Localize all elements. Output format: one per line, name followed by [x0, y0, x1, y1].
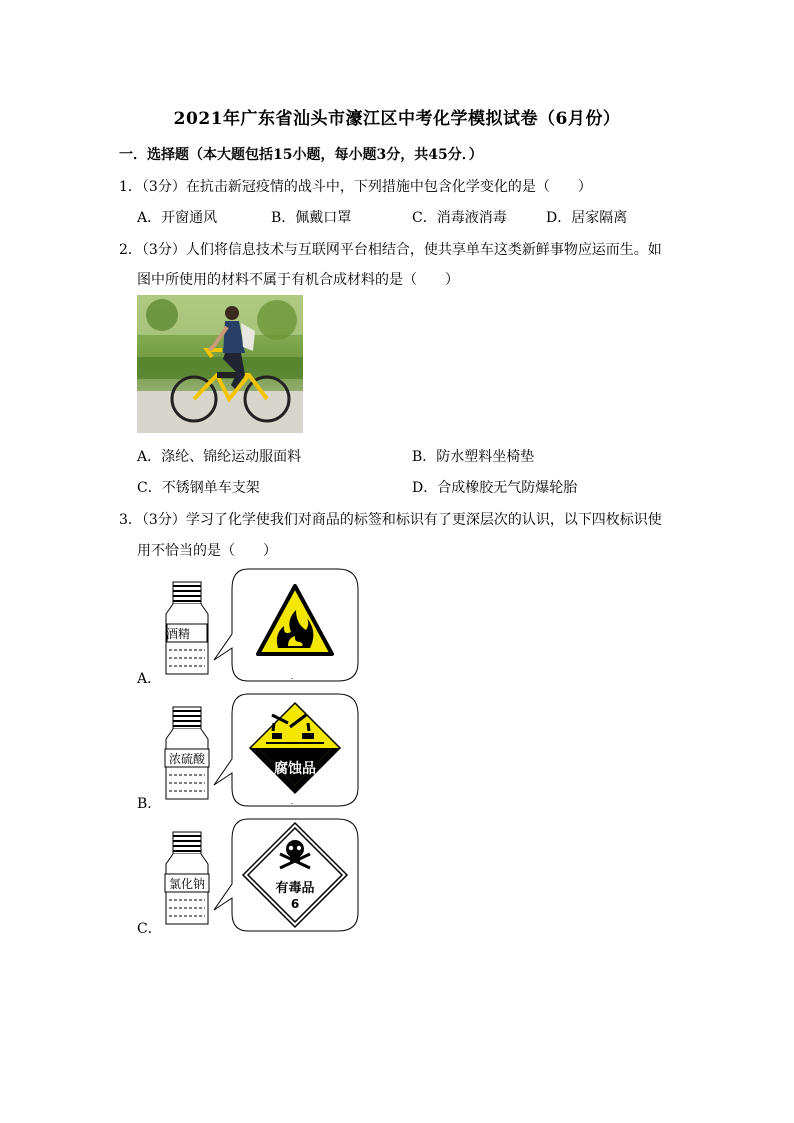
sulfuric-acid-bottle-label: 浓硫酸 — [168, 752, 205, 766]
toxic-sign-text: 有毒品 — [275, 881, 315, 896]
question-2-option-c[interactable]: C．不锈钢单车支架 — [137, 480, 260, 496]
question-1-option-b[interactable]: B．佩戴口罩 — [271, 210, 352, 226]
question-3-option-c: C． — [137, 921, 162, 937]
svg-text:-: - — [290, 675, 294, 682]
corrosive-sign-text: 腐蚀品 — [274, 761, 316, 777]
question-2-option-b[interactable]: B．防水塑料坐椅垫 — [412, 449, 535, 465]
section-heading: 一．选择题（本大题包括15小题，每小题3分，共45分．） — [119, 147, 483, 163]
bicycle-photo — [137, 295, 303, 433]
question-1-option-c[interactable]: C．消毒液消毒 — [412, 210, 507, 226]
alcohol-bottle-label: 酒精 — [165, 627, 190, 641]
question-2-option-d[interactable]: D．合成橡胶无气防爆轮胎 — [412, 480, 578, 496]
question-3-option-b: B． — [137, 796, 162, 812]
svg-text:-: - — [290, 800, 294, 807]
question-2-stem-line1: 2．（3分）人们将信息技术与互联网平台相结合，使共享单车这类新鲜事物应运而生。如 — [119, 242, 662, 258]
toxic-sign-class-number: 6 — [290, 897, 300, 911]
question-3-stem-line1: 3．（3分）学习了化学使我们对商品的标签和标识有了更深层次的认识，以下四枚标识使 — [119, 512, 662, 528]
sodium-chloride-bottle-label: 氯化钠 — [168, 877, 205, 891]
question-1-option-d[interactable]: D．居家隔离 — [546, 210, 628, 226]
question-1-stem: 1．（3分）在抗击新冠疫情的战斗中，下列措施中包含化学变化的是（ ） — [119, 179, 592, 195]
question-2-stem-line2: 图中所使用的材料不属于有机合成材料的是（ ） — [137, 272, 459, 288]
exam-title: 2021年广东省汕头市濠江区中考化学模拟试卷（6月份） — [173, 109, 621, 129]
question-3-stem-line2: 用不恰当的是（ ） — [137, 543, 277, 559]
question-3-option-a: A． — [137, 671, 162, 687]
question-2-option-a[interactable]: A．涤纶、锦纶运动服面料 — [137, 449, 302, 465]
question-1-option-a[interactable]: A．开窗通风 — [137, 210, 218, 226]
